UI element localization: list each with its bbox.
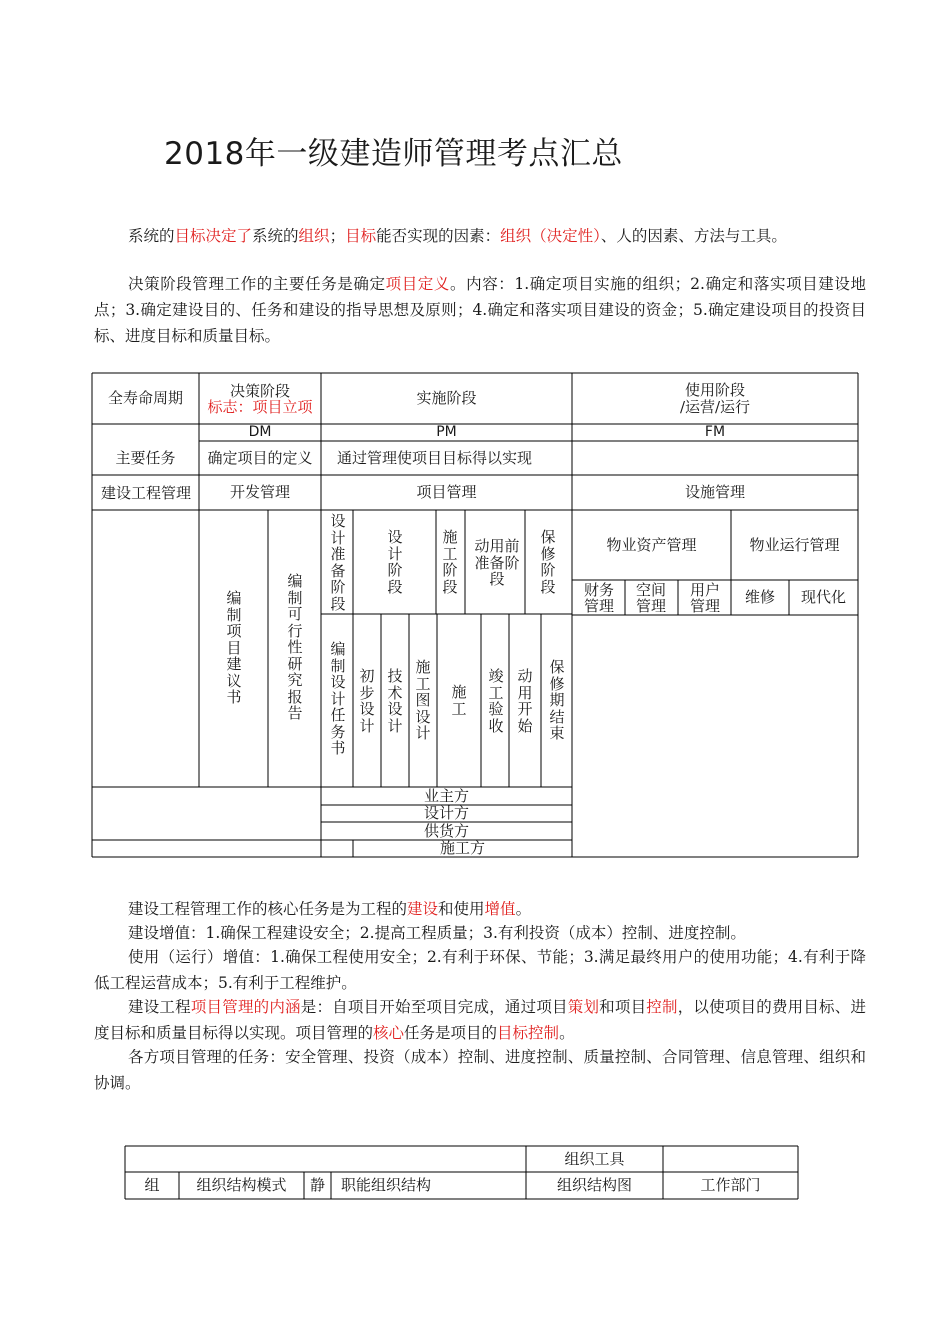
highlight-text: 策划	[567, 998, 600, 1016]
cell-org-structure-mode: 组织结构模式	[196, 1176, 287, 1194]
cell-owner: 业主方	[423, 786, 469, 805]
cell-contractor: 施工方	[439, 839, 485, 857]
decision-stage-label: 决策阶段	[229, 381, 290, 400]
cell-ops-mgmt: 物业运行管理	[749, 535, 840, 554]
cell-org-tools: 组织工具	[564, 1149, 625, 1168]
body-text: 各方项目管理的任务：安全管理、投资（成本）控制、进度控制、质量控制、合同管理、信息管理、组织和协调。	[94, 1048, 866, 1092]
cell-proj-mgmt: 项目管理	[416, 483, 477, 501]
cell-tech-design: 技术设计	[387, 667, 403, 735]
cell-dm: DM	[248, 424, 272, 440]
highlight-text: 核心	[373, 1024, 405, 1042]
highlight-text: 控制	[646, 998, 678, 1016]
body-text: 使用（运行）增值：1.确保工程使用安全；2.有利于环保、节能；3.满足最终用户的使用功能；4.有利于降低工程运营成本；5.有利于工程维护。	[94, 948, 866, 992]
body-text: 、人的因素、方法与工具。	[600, 227, 787, 245]
body-text: ；	[329, 227, 346, 245]
body-text: 。	[515, 900, 532, 918]
highlight-text: 项目管理的内涵	[190, 998, 301, 1016]
body-text: 是：自项目开始至项目完成，通过项目	[300, 998, 568, 1016]
cell-work-dept: 工作部门	[700, 1176, 761, 1194]
body-text: 系统的	[252, 227, 299, 245]
cell-finance-mgmt: 财务管理	[583, 580, 614, 615]
body-text: 建设增值：1.确保工程建设安全；2.提高工程质量；3.有利投资（成本）控制、进度控制。	[128, 924, 746, 942]
cell-full-cycle: 全寿命周期	[107, 389, 183, 407]
decision-stage-mark: 标志：项目立项	[207, 397, 313, 416]
cell-functional-structure: 职能组织结构	[341, 1176, 432, 1194]
cell-design-prep: 设计准备阶段	[330, 512, 346, 613]
cell-fm: FM	[704, 424, 726, 440]
cell-supplier: 供货方	[423, 821, 469, 840]
use-stage-label: 使用阶段	[684, 380, 745, 399]
page-title: 2018年一级建造师管理考点汇总	[164, 136, 623, 172]
cell-start-use: 动用开始	[517, 667, 533, 735]
cell-construction-mgmt: 建设工程管理	[100, 483, 191, 502]
cell-prelim-design: 初步设计	[359, 667, 375, 735]
cell-dev-mgmt: 开发管理	[229, 483, 290, 501]
highlight-text: 组织（决定性）	[500, 227, 601, 245]
highlight-text: 目标控制	[497, 1024, 560, 1042]
body-text: 和使用	[438, 900, 485, 918]
cell-static: 静	[309, 1176, 325, 1194]
highlight-text: 目标决定了	[174, 227, 253, 245]
cell-write-design-task: 编制设计任务书	[330, 640, 346, 757]
body-text: 系统的	[128, 227, 175, 245]
cell-construction: 施工	[451, 683, 467, 718]
cell-fac-mgmt: 设施管理	[684, 483, 745, 501]
body-text: 。内容：1.确定项目实施的组织；2.确定和落实项目建设地点；3.确定建设目的、任务和建设的指导思想及原则；4.确定和落实项目建设的资金；5.确定建设项目的投资目标、进度目标和质量目标。	[94, 275, 866, 345]
cell-construct-drawing: 施工图设计	[415, 658, 431, 742]
cell-pm: PM	[436, 424, 457, 440]
cell-completion: 竣工验收	[488, 667, 504, 735]
cell-org-chart: 组织结构图	[556, 1176, 632, 1194]
cell-task-decision: 确定项目的定义	[207, 449, 313, 467]
cell-user-mgmt: 用户管理	[689, 580, 720, 615]
body-text: ，以使项目的费用目标、进度目标和质量目标得以实现。项目管理的	[94, 998, 866, 1042]
use-stage-sub: /运营/运行	[679, 397, 751, 416]
cell-asset-mgmt: 物业资产管理	[606, 535, 697, 554]
cell-task-impl: 通过管理使项目目标得以实现	[337, 448, 533, 467]
body-text: 。	[559, 1024, 575, 1042]
cell-construct-stage: 施工阶段	[442, 528, 458, 596]
highlight-text: 组织	[298, 227, 330, 245]
highlight-text: 建设	[407, 900, 439, 918]
cell-design-stage: 设计阶段	[387, 528, 403, 596]
body-text: 能否实现的因素：	[376, 227, 501, 245]
cell-write-feasibility: 编制可行性研究报告	[287, 572, 303, 722]
body-text: 建设工程	[128, 998, 191, 1016]
highlight-text: 目标	[345, 227, 377, 245]
cell-prestart-stage: 动用前准备阶段	[474, 537, 520, 589]
cell-warranty-stage: 保修阶段	[540, 528, 556, 596]
cell-modernize: 现代化	[800, 588, 846, 606]
body-text: 决策阶段管理工作的主要任务是确定	[128, 275, 386, 293]
cell-org: 组	[144, 1176, 160, 1194]
cell-impl-stage: 实施阶段	[416, 389, 477, 407]
cell-main-task: 主要任务	[115, 448, 176, 467]
highlight-text: 项目定义	[385, 275, 450, 293]
cell-write-proposal: 编制项目建议书	[226, 589, 242, 706]
highlight-text: 增值	[484, 900, 516, 918]
cell-designer: 设计方	[423, 804, 469, 822]
cell-repair: 维修	[744, 588, 775, 606]
cell-space-mgmt: 空间管理	[635, 580, 666, 615]
body-text: 和项目	[599, 998, 647, 1016]
body-text: 任务是项目的	[404, 1024, 498, 1042]
body-text: 建设工程管理工作的核心任务是为工程的	[128, 900, 408, 918]
cell-warranty-end: 保修期结束	[549, 658, 565, 742]
